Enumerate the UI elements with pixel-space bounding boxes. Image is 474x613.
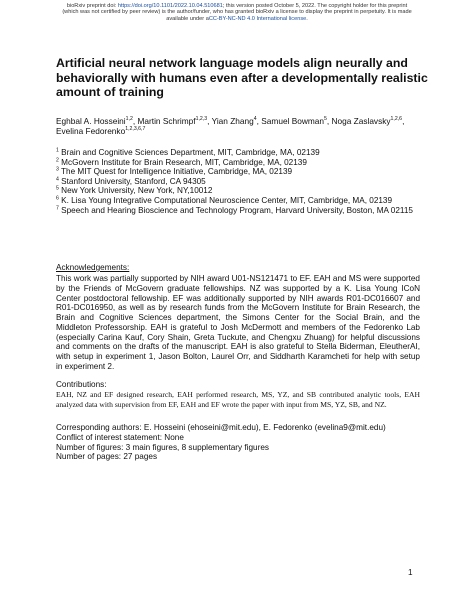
affiliation-list — [56, 148, 436, 215]
page-count: Number of pages: 27 pages — [56, 452, 158, 462]
corresponding-authors: Corresponding authors: E. Hosseini (ehoseini@mit.edu), E. Fedorenko (evelina9@mit.edu) — [56, 423, 386, 432]
banner-line-2: (which was not certified by peer review) is the author/funder, who has granted bioRxiv a license to display the preprint in perpetuity. It is made — [62, 9, 412, 16]
author-affiliation-marker: 1,2,6 — [390, 116, 403, 123]
affiliation-number: 7 — [56, 204, 59, 211]
author-list: Eghbal A. Hosseini$^{1,2}$, Martin Schrimpf$^{1,2,3}$, Yian Zhang$^4$, Samuel Bowman$^5$, Noga Zaslavsky$^{1,2,6}$, Evelina Fedorenko$^{1,2,3,6,7}$ — [56, 116, 405, 136]
affiliation-text: The MIT Quest for Intelligence Initiative, Cambridge, MA, 02139 — [58, 167, 293, 177]
contributions-heading: Contributions: — [56, 380, 107, 389]
author — [56, 126, 145, 136]
author-affiliation-marker: 5 — [323, 116, 327, 123]
affiliation-item — [56, 167, 436, 177]
author — [212, 116, 257, 126]
acknowledgements-text: This work was partially supported by NIH award U01-NS121471 to EF. EAH and MS were supported by the Friends of McGovern graduate fellowships. NZ was supported by a K. Lisa Young ICoN Center postdoctoral fellowship. EF was additionally supported by NIH awards R01-DC016607 and R01-DC016950, as well as by research funds from the McGovern Institute for Brain Research, the Brain and Cognitive Sciences department, the Simons Center for the Social Brain, and the Middleton Professorship. EAH is grateful to Josh McDermott and members of the Fedorenko Lab (especially Carina Kauf, Cory Shain, Greta Tuckute, and Chengxu Zhuang) for helpful discussions and comments on the drafts of the manuscript. EAH is also grateful to Stella Biderman, EleutherAI, with setup in experiment 1, Jason Bolton, Laurel Orr, and Siddharth Karamcheti for help with setup in experiment 2. — [56, 274, 420, 371]
page-number: 1 — [408, 568, 413, 577]
affiliation-number: 2 — [56, 156, 59, 163]
author-name: Yian Zhang — [211, 116, 254, 126]
affiliation-item — [56, 196, 436, 206]
contributions-text: EAH, NZ and EF designed research, EAH performed research, MS, YZ, and SB contributed analytic tools, EAH analyzed data with supervision from EF, EAH and EF wrote the paper with input from MS, YZ, SB, and NZ. — [56, 390, 420, 409]
affiliation-number: 1 — [56, 147, 59, 154]
author-name: Eghbal A. Hosseini — [56, 116, 126, 126]
author — [56, 116, 133, 126]
author — [261, 116, 327, 126]
affiliation-text: Stanford University, Stanford, CA 94305 — [58, 176, 206, 186]
author-affiliation-marker: 1,2 — [125, 116, 133, 123]
doi-link[interactable]: https://doi.org/10.1101/2022.10.04.510681 — [117, 3, 223, 9]
banner-line-3 — [10, 16, 464, 22]
banner-text: bioRxiv preprint doi: — [66, 3, 118, 9]
affiliation-number: 6 — [56, 195, 59, 202]
banner-text: ; this version posted October 5, 2022. The copyright holder for this preprint — [222, 3, 408, 9]
author — [332, 116, 403, 126]
affiliation-text: McGovern Institute for Brain Research, MIT, Cambridge, MA, 02139 — [58, 157, 307, 167]
preprint-banner — [10, 3, 464, 22]
figure-count: Number of figures: 3 main figures, 8 supplementary figures — [56, 442, 269, 452]
affiliation-text: K. Lisa Young Integrative Computational Neuroscience Center, MIT, Cambridge, MA, 02139 — [58, 195, 393, 205]
banner-text: . — [306, 15, 308, 22]
conflict-statement: Conflict of interest statement: None — [56, 432, 184, 442]
paper-title: Artificial neural network language models align neurally and behaviorally with humans even after a developmentally realistic amount of training — [56, 56, 428, 99]
author — [138, 116, 208, 126]
author-name: Samuel Bowman — [261, 116, 324, 126]
affiliation-number: 3 — [56, 166, 59, 173]
affiliation-text: New York University, New York, NY,10012 — [58, 186, 213, 196]
author-name: Noga Zaslavsky — [331, 116, 391, 126]
license-link[interactable]: CC-BY-NC-ND 4.0 International license — [208, 15, 307, 22]
affiliation-item — [56, 186, 436, 196]
paper-metadata — [56, 423, 436, 462]
affiliation-number: 4 — [56, 176, 59, 183]
affiliation-text: Brain and Cognitive Sciences Department, MIT, Cambridge, MA, 02139 — [58, 148, 320, 157]
affiliation-text: Speech and Hearing Bioscience and Technology Program, Harvard University, Boston, MA 02115 — [58, 205, 413, 215]
affiliation-number: 5 — [56, 185, 59, 192]
author-name: Evelina Fedorenko — [56, 126, 126, 136]
author-affiliation-marker: 4 — [253, 116, 257, 123]
author-affiliation-marker: 1,2,3 — [195, 116, 208, 123]
author-affiliation-marker: 1,2,3,6,7 — [125, 126, 146, 133]
affiliation-item — [56, 148, 436, 158]
affiliation-item — [56, 158, 436, 168]
banner-text: available under a — [166, 15, 209, 22]
acknowledgements-heading: Acknowledgements: — [56, 263, 130, 272]
affiliation-item — [56, 206, 436, 216]
affiliation-item — [56, 177, 436, 187]
author-name: Martin Schrimpf — [137, 116, 196, 126]
